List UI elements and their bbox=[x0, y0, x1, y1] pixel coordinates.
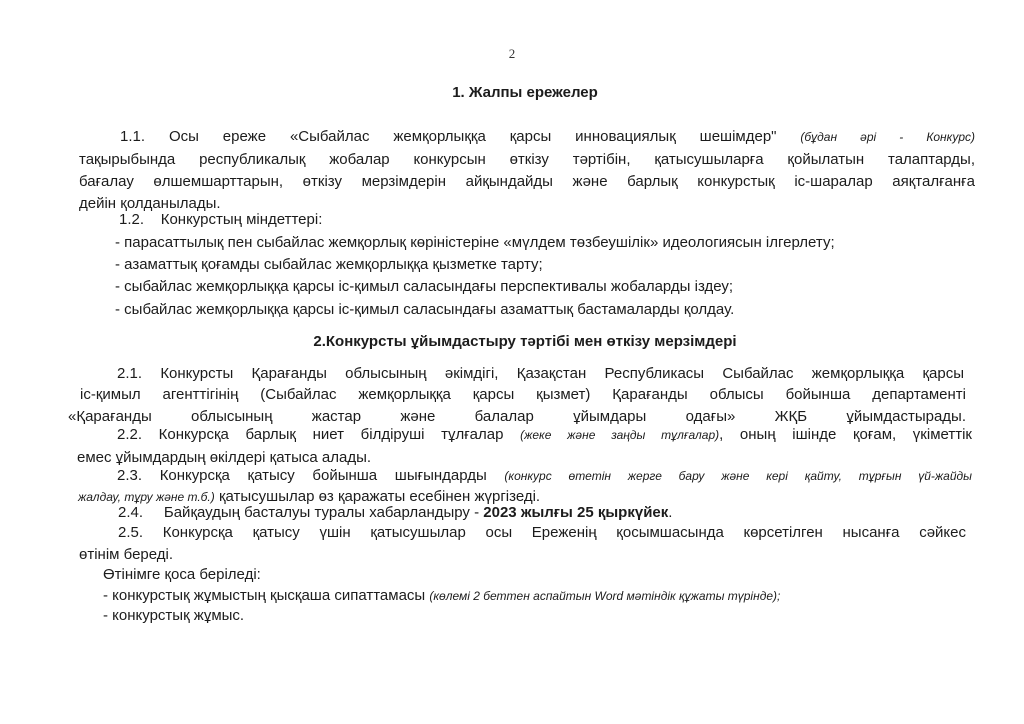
p24-date: 2023 жылғы 25 қыркүйек bbox=[483, 504, 669, 521]
p11-line3: бағалау өлшемшарттарын, өткізу мерзімдерін айқындайды және барлық конкурстық іс-шаралар аяқталғанға bbox=[79, 173, 975, 190]
p25-line1-text: Конкурсқа қатысу үшін қатысушылар осы Ереженің қосымшасында көрсетілген нысанға сәйкес bbox=[162, 524, 966, 541]
p21-line1-text: Конкурсты Қарағанды облысының әкімдігі, Қазақстан Республикасы Сыбайлас жемқорлыққа қарсы bbox=[160, 365, 964, 382]
attachments-intro: Өтінімге қоса беріледі: bbox=[103, 566, 261, 583]
page-number: 2 bbox=[508, 46, 516, 61]
p23-number: 2.3. bbox=[117, 467, 143, 484]
p12-item-4: - сыбайлас жемқорлыққа қарсы іс-қимыл саласындағы азаматтық бастамаларды қолдау. bbox=[115, 301, 735, 318]
p25-line1 bbox=[118, 524, 966, 542]
p11-line1-text: Осы ереже «Сыбайлас жемқорлыққа қарсы инновациялық шешімдер" bbox=[168, 128, 777, 145]
p22-line1 bbox=[117, 426, 972, 444]
p23-line1 bbox=[117, 467, 972, 485]
p12-item-2: - азаматтық қоғамды сыбайлас жемқорлыққа қызметке тарту; bbox=[115, 256, 543, 273]
p22-line2: емес ұйымдардың өкілдері қатыса алады. bbox=[77, 449, 372, 466]
attachment-item-2: - конкурстық жұмыс. bbox=[103, 607, 245, 624]
p12-line bbox=[119, 211, 322, 229]
p23-line2-italic: жалдау, тұру және т.б.) bbox=[78, 490, 215, 504]
p22-number: 2.2. bbox=[117, 426, 143, 443]
attachment-item-1 bbox=[103, 587, 780, 605]
attachment-item-1-text: - конкурстық жұмыстың қысқаша сипаттамасы bbox=[103, 587, 426, 604]
p22-line1-italic: (жеке және заңды тұлғалар) bbox=[520, 428, 720, 442]
p21-line1 bbox=[117, 365, 964, 383]
p11-line4: дейін қолданылады. bbox=[79, 195, 221, 212]
section-2-heading: 2.Конкурсты ұйымдастыру тәртібі мен өткізу мерзімдері bbox=[313, 333, 737, 350]
p24-end: . bbox=[668, 504, 673, 521]
p21-number: 2.1. bbox=[117, 365, 143, 382]
p24-text: Байқаудың басталуы туралы хабарландыру - bbox=[163, 504, 480, 521]
p11-line2: тақырыбында республикалық жобалар конкурсын өткізу тәртібін, қатысушыларға қойылатын талаптарды, bbox=[79, 151, 975, 168]
p24-number: 2.4. bbox=[118, 504, 144, 521]
p11-line1-italic: (бұдан әрі - Конкурс) bbox=[800, 130, 975, 144]
p23-line1-a: Конкурсқа қатысу бойынша шығындарды bbox=[159, 467, 487, 484]
p22-line1-b: , оның ішінде қоғам, үкіметтік bbox=[719, 426, 972, 443]
p25-line2: өтінім береді. bbox=[79, 546, 174, 563]
p21-line3: «Қарағанды облысының жастар және балалар ұйымдары одағы» ЖҚБ ұйымдастырады. bbox=[68, 408, 966, 425]
p12-item-1: - парасаттылық пен сыбайлас жемқорлық көріністеріне «мүлдем төзбеушілік» идеологиясын ілгерлету; bbox=[115, 234, 835, 251]
p23-line1-italic: (конкурс өтетін жерге бару және кері қайту, тұрғын үй-жайды bbox=[504, 469, 972, 483]
section-1-heading: 1. Жалпы ережелер bbox=[452, 84, 598, 101]
p11-line1 bbox=[120, 128, 975, 146]
p12-text: Конкурстың міндеттері: bbox=[160, 211, 323, 228]
attachment-item-1-italic: (көлемі 2 беттен аспайтын Word мәтіндік құжаты түрінде); bbox=[429, 589, 781, 603]
p24-line bbox=[118, 504, 672, 522]
p23-line2-b: қатысушылар өз қаражаты есебінен жүргізеді. bbox=[218, 488, 541, 505]
p25-number: 2.5. bbox=[118, 524, 144, 541]
p21-line2: іс-қимыл агенттігінің (Сыбайлас жемқорлыққа қарсы қызмет) Қарағанды облысы бойынша департаменті bbox=[80, 386, 966, 403]
p12-number: 1.2. bbox=[119, 211, 145, 228]
p11-number: 1.1. bbox=[120, 128, 146, 145]
p22-line1-a: Конкурсқа барлық ниет білдіруші тұлғалар bbox=[158, 426, 504, 443]
p12-item-3: - сыбайлас жемқорлыққа қарсы іс-қимыл саласындағы перспективалы жобаларды іздеу; bbox=[115, 278, 734, 295]
